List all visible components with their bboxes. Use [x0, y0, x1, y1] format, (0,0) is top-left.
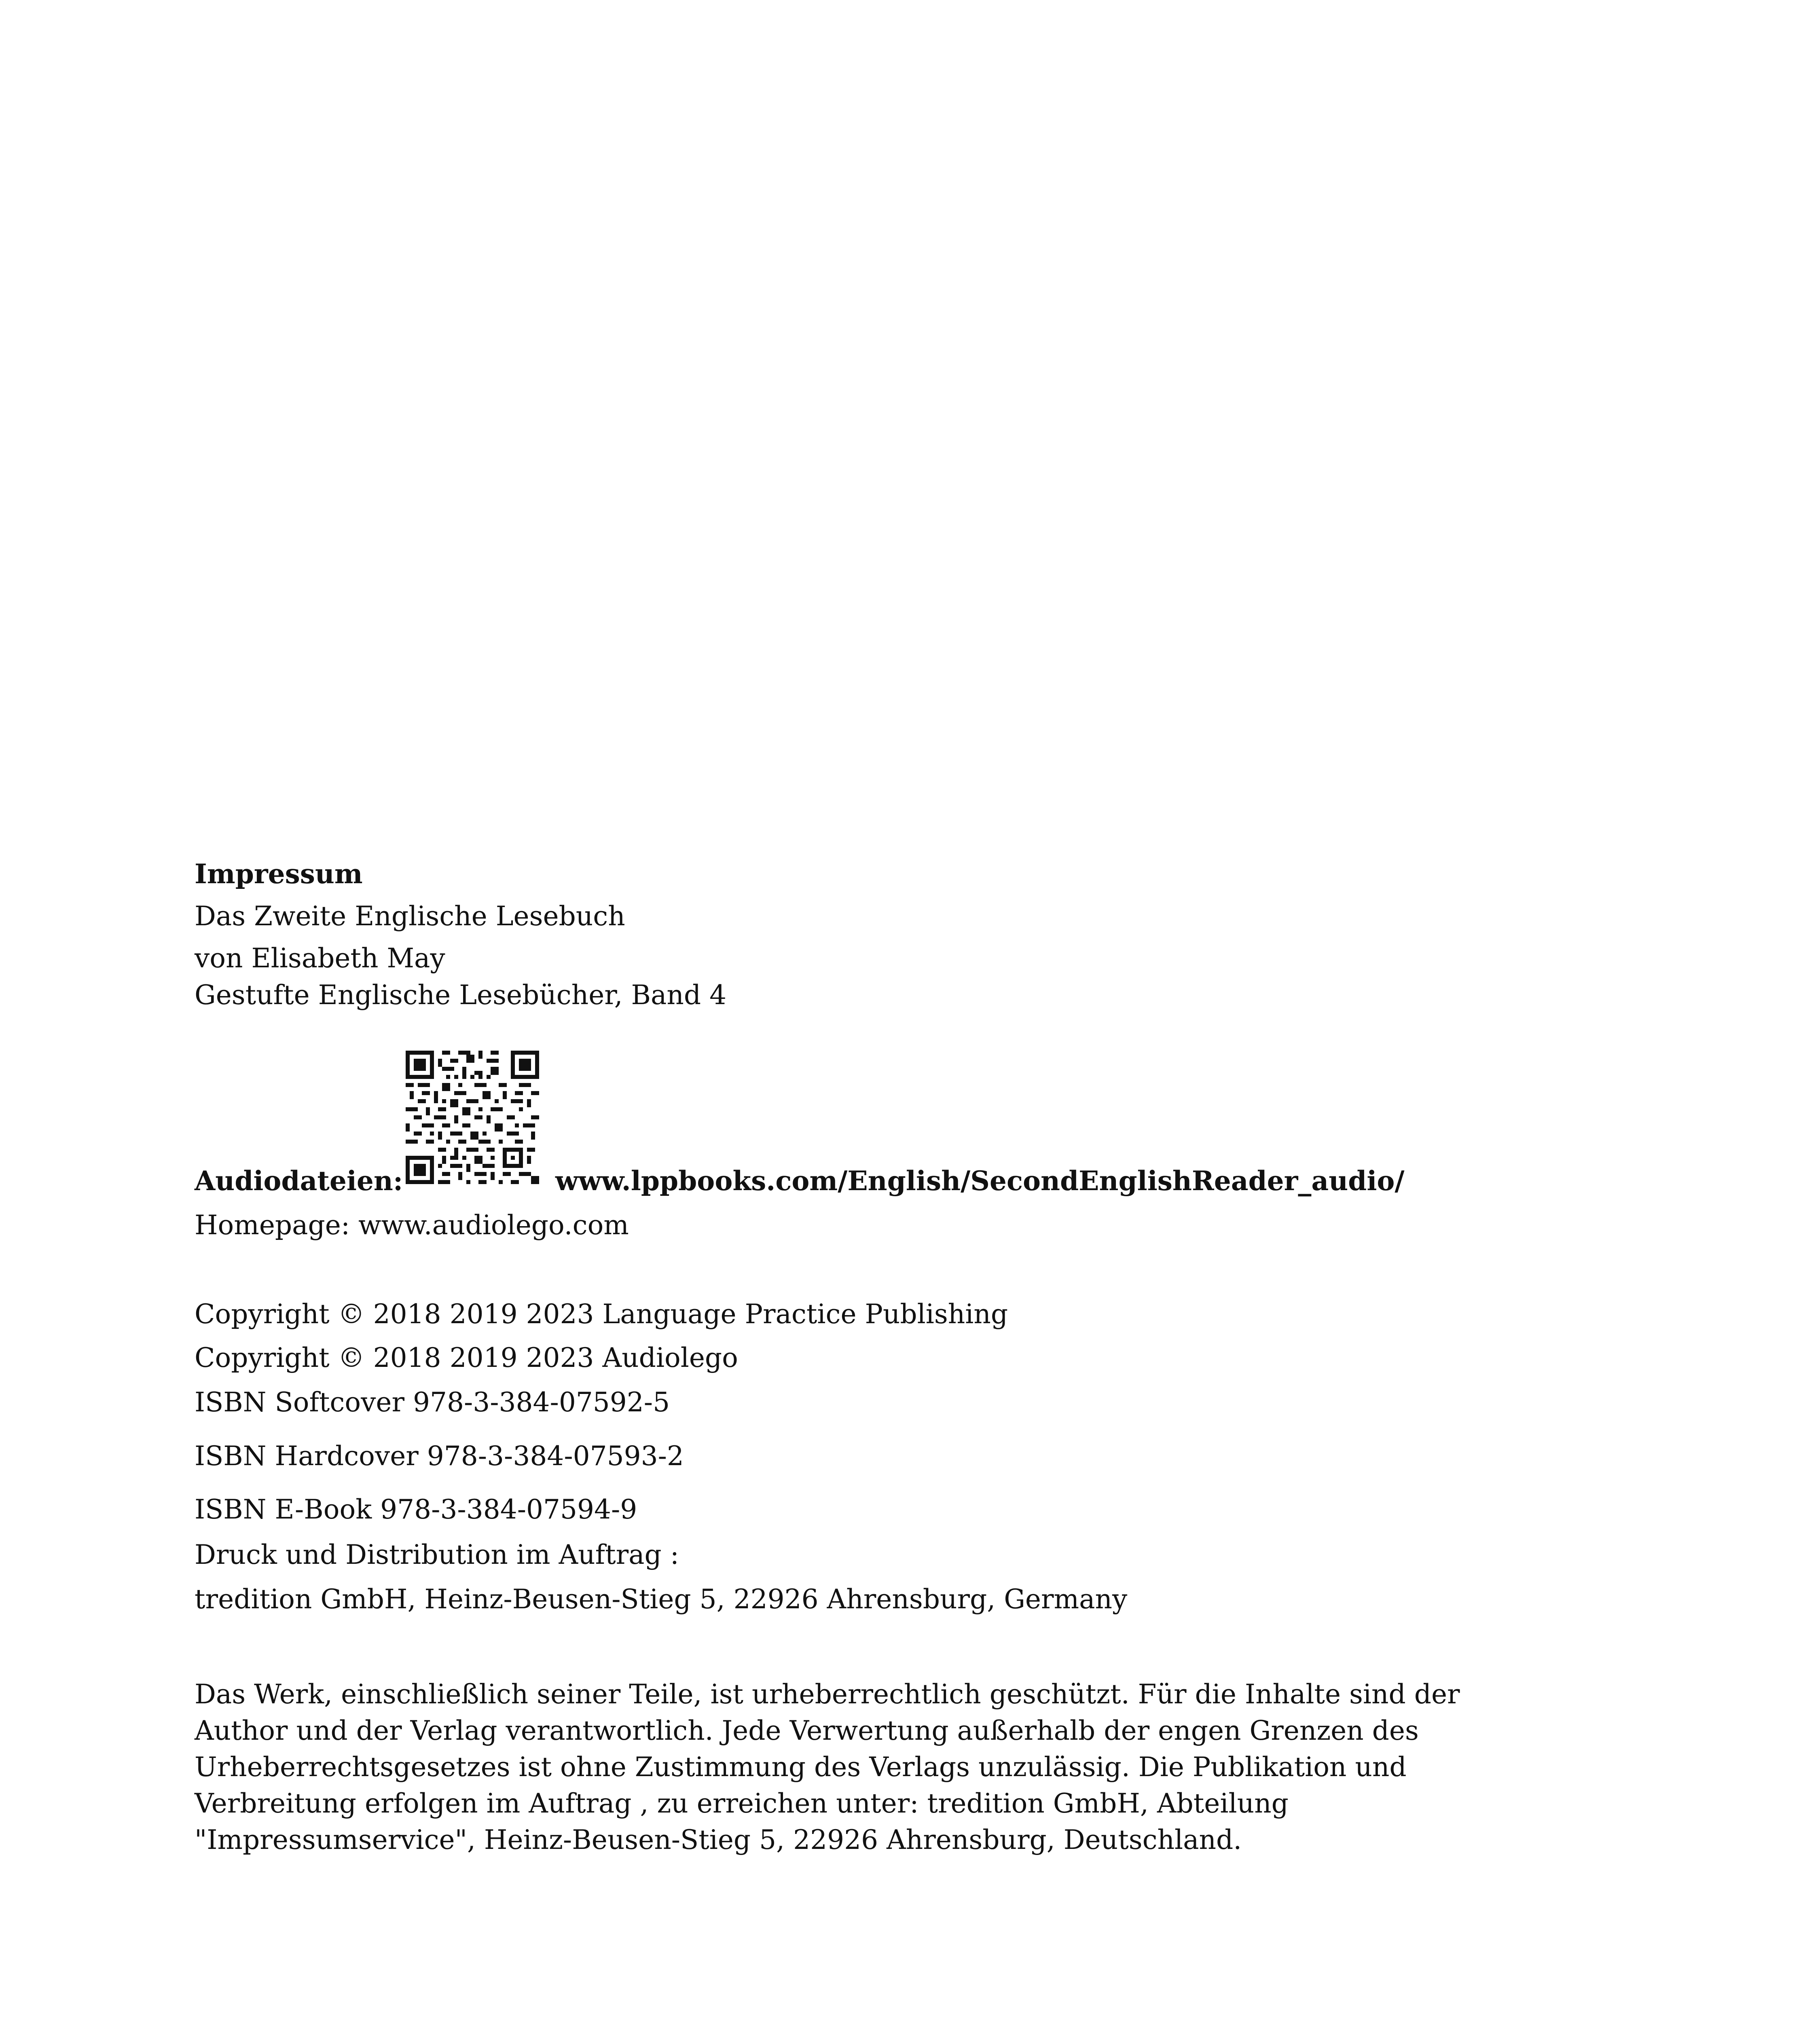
audio-url-link[interactable]: www.lppbooks.com/English/SecondEnglishReader_audio/ — [555, 1165, 1405, 1197]
audio-files-label: Audiodateien: — [195, 1165, 403, 1197]
legal-notice-line: Das Werk, einschließlich seiner Teile, ist urheberrechtlich geschützt. Für die Inhalte sind der — [195, 1679, 1460, 1710]
legal-notice-line: "Impressumservice", Heinz-Beusen-Stieg 5, 22926 Ahrensburg, Deutschland. — [195, 1824, 1242, 1855]
book-series: Gestufte Englische Lesebücher, Band 4 — [195, 979, 727, 1011]
distribution-address: tredition GmbH, Heinz-Beusen-Stieg 5, 22926 Ahrensburg, Germany — [195, 1584, 1128, 1615]
isbn-hardcover: ISBN Hardcover 978-3-384-07593-2 — [195, 1440, 684, 1472]
homepage-line: Homepage: www.audiolego.com — [195, 1210, 629, 1241]
legal-notice — [195, 1676, 1460, 1858]
impressum-heading: Impressum — [195, 858, 363, 890]
legal-notice-line: Urheberrechtsgesetzes ist ohne Zustimmung des Verlags unzulässig. Die Publikation und — [195, 1751, 1407, 1783]
book-author: von Elisabeth May — [195, 943, 445, 974]
isbn-softcover: ISBN Softcover 978-3-384-07592-5 — [195, 1387, 670, 1418]
legal-notice-line: Verbreitung erfolgen im Auftrag , zu erreichen unter: tredition GmbH, Abteilung — [195, 1788, 1289, 1819]
qr-code-icon — [406, 1051, 539, 1184]
copyright-line: Copyright © 2018 2019 2023 Audiolego — [195, 1342, 738, 1373]
distribution-label: Druck und Distribution im Auftrag : — [195, 1539, 679, 1570]
isbn-ebook: ISBN E-Book 978-3-384-07594-9 — [195, 1494, 637, 1525]
book-title: Das Zweite Englische Lesebuch — [195, 901, 625, 932]
legal-notice-line: Author und der Verlag verantwortlich. Jede Verwertung außerhalb der engen Grenzen des — [195, 1715, 1419, 1746]
copyright-line: Copyright © 2018 2019 2023 Language Practice Publishing — [195, 1299, 1008, 1330]
